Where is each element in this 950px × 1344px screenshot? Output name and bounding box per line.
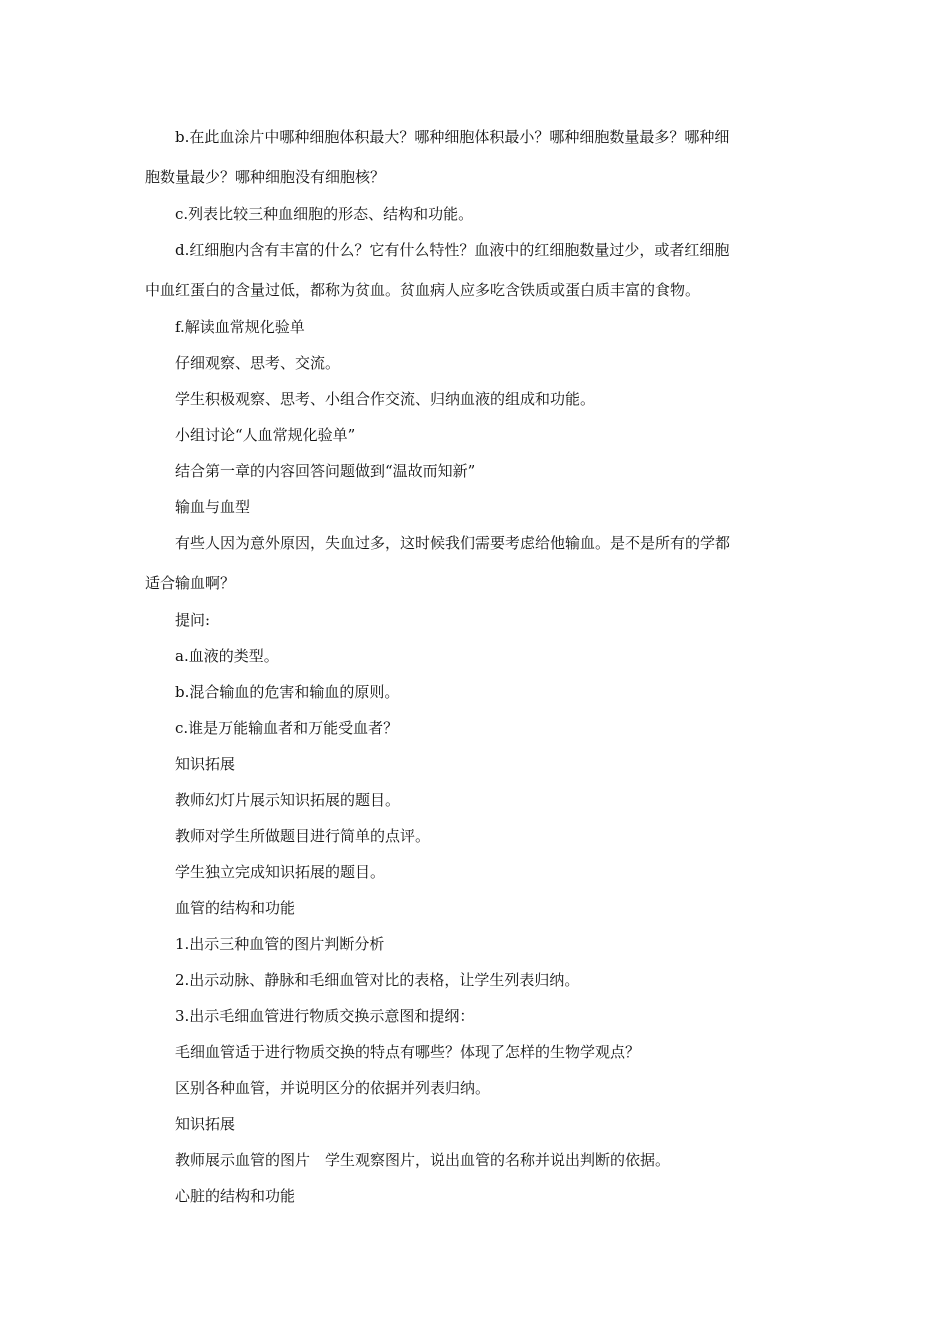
- paragraph-line: 结合第一章的内容回答问题做到“温故而知新”: [175, 462, 476, 480]
- paragraph-line: 仔细观察、思考、交流。: [175, 354, 341, 372]
- paragraph-line: 中血红蛋白的含量过低，都称为贫血。贫血病人应多吃含铁质或蛋白质丰富的食物。: [145, 281, 701, 299]
- paragraph-line: f.解读血常规化验单: [175, 318, 305, 336]
- section-heading: 血管的结构和功能: [175, 899, 296, 917]
- paragraph-line: d.红细胞内含有丰富的什么？它有什么特性？血液中的红细胞数量过少，或者红细胞: [175, 241, 730, 259]
- paragraph-line: 区别各种血管，并说明区分的依据并列表归纳。: [175, 1079, 491, 1097]
- paragraph-line: c.谁是万能输血者和万能受血者？: [175, 719, 399, 737]
- paragraph-line: 胞数量最少？哪种细胞没有细胞核？: [145, 168, 386, 186]
- paragraph-line: 教师展示血管的图片 学生观察图片，说出血管的名称并说出判断的依据。: [175, 1151, 671, 1169]
- paragraph-line: 学生积极观察、思考、小组合作交流、归纳血液的组成和功能。: [175, 390, 596, 408]
- paragraph-line: b.在此血涂片中哪种细胞体积最大？哪种细胞体积最小？哪种细胞数量最多？哪种细: [175, 128, 730, 146]
- section-heading: 心脏的结构和功能: [175, 1187, 296, 1205]
- paragraph-line: 有些人因为意外原因，失血过多，这时候我们需要考虑给他输血。是不是所有的学都: [175, 534, 731, 552]
- paragraph-line: 教师对学生所做题目进行简单的点评。: [175, 827, 431, 845]
- paragraph-line: 小组讨论“人血常规化验单”: [175, 426, 356, 444]
- paragraph-line: a.血液的类型。: [175, 647, 279, 665]
- paragraph-line: 1.出示三种血管的图片判断分析: [175, 935, 385, 953]
- paragraph-line: 3.出示毛细血管进行物质交换示意图和提纲：: [175, 1007, 475, 1025]
- section-heading: 知识拓展: [175, 755, 236, 773]
- paragraph-line: 2.出示动脉、静脉和毛细血管对比的表格，让学生列表归纳。: [175, 971, 580, 989]
- paragraph-line: b.混合输血的危害和输血的原则。: [175, 683, 400, 701]
- paragraph-line: c.列表比较三种血细胞的形态、结构和功能。: [175, 205, 474, 223]
- section-heading: 输血与血型: [175, 498, 251, 516]
- paragraph-line: 提问:: [175, 611, 211, 629]
- paragraph-line: 毛细血管适于进行物质交换的特点有哪些？体现了怎样的生物学观点？: [175, 1043, 641, 1061]
- paragraph-line: 适合输血啊？: [145, 574, 236, 592]
- paragraph-line: 教师幻灯片展示知识拓展的题目。: [175, 791, 401, 809]
- paragraph-line: 学生独立完成知识拓展的题目。: [175, 863, 386, 881]
- section-heading: 知识拓展: [175, 1115, 236, 1133]
